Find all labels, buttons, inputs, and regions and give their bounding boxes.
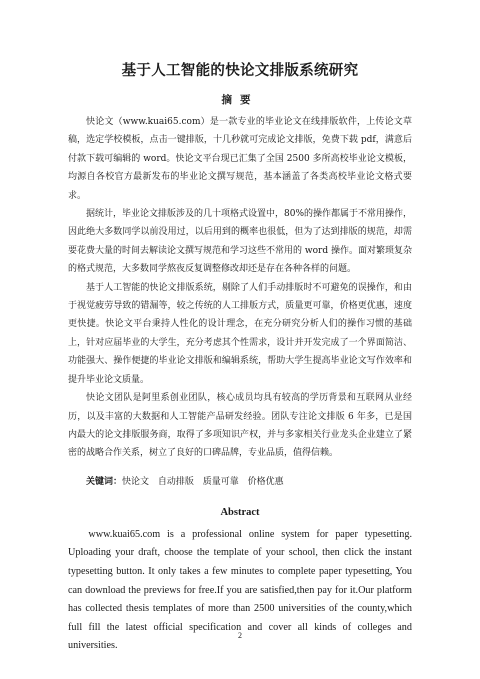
document-title: 基于人工智能的快论文排版系统研究 xyxy=(121,63,359,79)
english-abstract-paragraph: www.kuai65.com is a professional online system for paper typesetting. Uploading your draft, choose the template of your school, then click the instant typesetting button. It only takes a few minutes to complete paper typesetting, You can download the previews for free.If you are satisfied,then pay for it.Our platform has collected thesis templates of more than 2500 universities of the county,which full fill the latest official specification and cover all kinds of colleges and universities. xyxy=(68,528,412,652)
abstract-paragraph: 快论文团队是阿里系创业团队，核心成员均具有较高的学历背景和互联网从业经历，以及丰富的大数据和人工智能产品研发经验。团队专注论文排版 6 年多，已是国内最大的论文排版服务商，取得了多项知识产权，并与多家相关行业龙头企业建立了紧密的战略合作关系，树立了良好的口碑品牌，专业品质，值得信赖。 xyxy=(68,393,412,459)
page-number: 2 xyxy=(238,631,242,640)
keywords-line xyxy=(68,473,412,491)
keywords-label: 关键词： xyxy=(86,476,123,487)
english-abstract-heading: Abstract xyxy=(220,506,260,518)
keywords-list: 快论文 自动排版 质量可靠 价格优惠 xyxy=(122,476,284,487)
abstract-paragraph: 快论文（www.kuai65.com）是一款专业的毕业论文在线排版软件，上传论文草稿，选定学校模板，点击一键排版，十几秒就可完成论文排版，免费下载 pdf，满意后付款下载可编辑的 word。快论文平台现已汇集了全国 2500 多所高校毕业论文模板，均源自各校官方最新发布的毕业论文撰写规范，基本涵盖了各类高校毕业论文格式要求。 xyxy=(68,117,412,201)
abstract-paragraph: 据统计，毕业论文排版涉及的几十项格式设置中，80%的操作都属于不常用操作，因此绝大多数同学以前没用过，以后用到的概率也很低，但为了达到排版的规范，却需要花费大量的时间去解读论文撰写规范和学习这些不常用的 word 操作。面对繁琐复杂的格式规范，大多数同学熬夜反复调整修改却还是存在各种各样的问题。 xyxy=(68,209,413,275)
abstract-paragraph: 基于人工智能的快论文排版系统，剔除了人们手动排版时不可避免的误操作，和由于视觉疲劳导致的错漏等，较之传统的人工排版方式，质量更可靠，价格更优惠，速度更快捷。快论文平台秉持人性化的设计理念，在充分研究分析人们的操作习惯的基础上，针对应届毕业的大学生，充分考虑其个性需求，设计并开发完成了一个界面简洁、功能强大、操作便捷的毕业论文排版和编辑系统，帮助大学生提高毕业论文写作效率和提升毕业论文质量。 xyxy=(68,282,412,385)
abstract-heading: 摘要 xyxy=(221,94,259,106)
